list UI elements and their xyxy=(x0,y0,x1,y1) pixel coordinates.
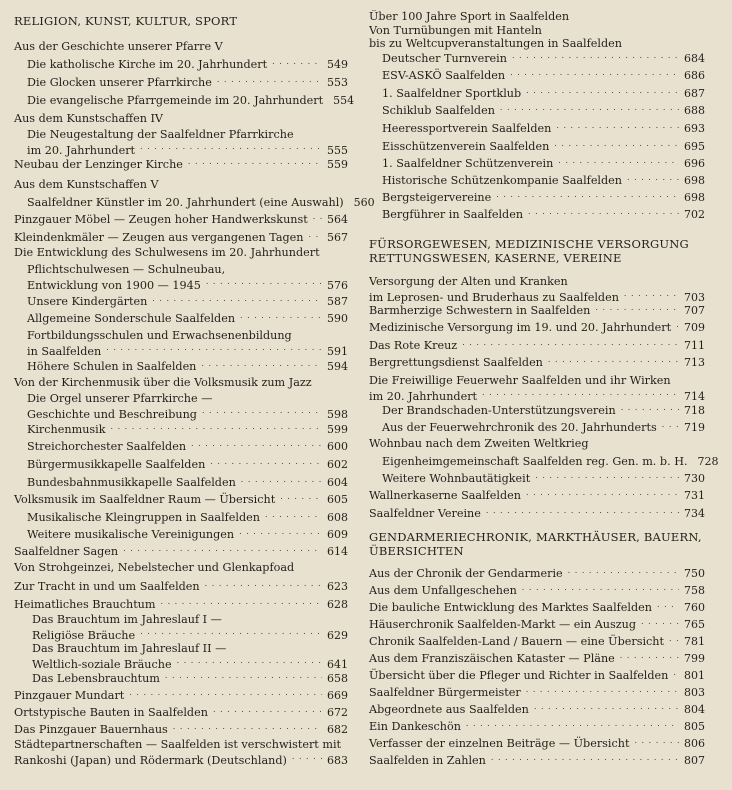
dot-leader xyxy=(217,74,322,86)
toc-entry-title-line: Aus der Feuerwehrchronik des 20. Jahrhunderts xyxy=(382,421,657,434)
toc-entry-title-line: in Saalfelden xyxy=(27,344,102,358)
toc-entry xyxy=(369,437,705,451)
dot-leader xyxy=(676,319,679,331)
dot-leader xyxy=(313,211,322,223)
page-number: 576 xyxy=(327,278,348,292)
dot-leader xyxy=(466,718,679,730)
dot-leader xyxy=(669,633,679,645)
page-number: 629 xyxy=(327,628,348,642)
page-number: 608 xyxy=(327,511,348,524)
page-number: 604 xyxy=(327,476,348,489)
toc-entry xyxy=(369,354,705,370)
toc-entry xyxy=(369,735,705,751)
toc-entry-title-line: Die Glocken unserer Pfarrkirche xyxy=(27,76,212,89)
page-number: 698 xyxy=(684,191,705,204)
toc-entry-title-line: Neubau der Lenzinger Kirche xyxy=(14,158,183,171)
toc-entry-title-line: Bürgermusikkapelle Saalfelden xyxy=(27,458,206,471)
toc-entry-title-line: Deutscher Turnverein xyxy=(382,52,507,65)
toc-entry xyxy=(14,491,348,507)
page-number: 623 xyxy=(327,580,348,593)
toc-entry-title-line: Wohnbau nach dem Zweiten Weltkrieg xyxy=(369,437,589,450)
dot-leader xyxy=(673,667,679,679)
page-number: 728 xyxy=(697,455,719,468)
page-number: 609 xyxy=(327,528,348,541)
dot-leader xyxy=(205,578,322,590)
dot-leader xyxy=(210,456,322,468)
page-number: 554 xyxy=(333,94,355,107)
page-number: 698 xyxy=(684,174,705,187)
toc-entry xyxy=(369,206,705,222)
toc-entry xyxy=(369,85,705,101)
toc-entry-title-line: Die Orgel unserer Pfarrkirche — xyxy=(27,392,213,405)
dot-leader xyxy=(280,491,322,503)
toc-entry xyxy=(14,112,348,126)
sport-intro-text-line: bis zu Weltcupveranstaltungen in Saalfelden xyxy=(369,37,622,50)
toc-entry xyxy=(14,211,348,227)
sport-intro-text-line: Über 100 Jahre Sport in Saalfelden xyxy=(369,10,570,23)
page-number: 658 xyxy=(327,672,348,685)
heading-gendarmerie-text-line: GENDARMERIECHRONIK, MARKTHÄUSER, BAUERN, xyxy=(369,530,702,544)
dot-leader xyxy=(161,596,323,608)
toc-entry xyxy=(369,172,705,188)
toc-entry-title-line: Die Freiwillige Feuerwehr Saalfelden und ihr Wirken xyxy=(369,374,671,387)
dot-leader xyxy=(510,67,679,79)
sport-intro-text-line: Von Turnübungen mit Hanteln xyxy=(369,23,542,37)
dot-leader xyxy=(201,358,322,370)
page-number: 758 xyxy=(684,584,705,597)
heading-gendarmerie-text-line: ÜBERSICHTEN xyxy=(369,544,464,558)
toc-entry xyxy=(369,453,719,469)
toc-entry xyxy=(369,470,705,486)
dot-leader xyxy=(123,543,322,555)
page-number: 805 xyxy=(684,720,705,733)
dot-leader xyxy=(165,670,322,682)
dot-leader xyxy=(272,56,322,68)
dot-leader xyxy=(152,293,322,305)
toc-entry-title-line: Medizinische Versorgung im 19. und 20. Jahrhundert xyxy=(369,321,672,334)
page-number: 614 xyxy=(327,545,348,558)
toc-entry-title-line: Aus dem Kunstschaffen V xyxy=(14,178,159,191)
dot-leader xyxy=(129,687,322,699)
dot-leader xyxy=(526,85,679,97)
toc-entry xyxy=(369,616,705,632)
toc-entry-title-line: Rankoshi (Japan) und Rödermark (Deutschland) xyxy=(14,753,287,767)
toc-entry-title-line: Pflichtschulwesen — Schulneubau, xyxy=(27,263,226,276)
sport-intro-text xyxy=(369,10,705,51)
toc-entry-title-line: Häuserchronik Saalfelden-Markt — ein Auszug xyxy=(369,618,636,631)
toc-entry xyxy=(14,293,348,309)
toc-entry xyxy=(369,50,705,66)
toc-entry-title-line: Versorgung der Alten und Kranken xyxy=(369,275,568,288)
page-number: 555 xyxy=(327,143,348,157)
dot-leader xyxy=(177,656,322,668)
toc-entry xyxy=(14,40,348,54)
toc-entry-title-line: Saalfeldner Bürgermeister xyxy=(369,686,521,699)
toc-entry xyxy=(369,319,705,335)
page-number: 760 xyxy=(684,601,705,614)
dot-leader xyxy=(620,650,679,662)
dot-leader xyxy=(191,438,322,450)
toc-entry-title-line: Religiöse Bräuche xyxy=(32,628,136,642)
toc-entry xyxy=(14,704,348,720)
dot-leader xyxy=(627,172,679,184)
page-number: 807 xyxy=(684,754,705,767)
toc-entry-title-line: Weitere Wohnbautätigkeit xyxy=(382,472,531,485)
page-number: 750 xyxy=(684,567,705,580)
toc-entry xyxy=(369,138,705,154)
dot-leader xyxy=(240,310,322,322)
toc-entry xyxy=(369,67,705,83)
toc-entry xyxy=(14,596,348,612)
toc-entry xyxy=(14,561,348,575)
dot-leader xyxy=(496,189,679,201)
page-number: 560 xyxy=(353,196,375,209)
page-number: 599 xyxy=(327,423,348,436)
toc-entry xyxy=(369,337,705,353)
dot-leader xyxy=(528,206,679,218)
page-number: 553 xyxy=(327,76,348,89)
toc-entry-title-line: Das Lebensbrauchtum xyxy=(32,672,160,685)
toc-entry-title-line: Heimatliches Brauchtum xyxy=(14,598,156,611)
toc-entry xyxy=(14,721,348,737)
toc-entry-title-line: Das Brauchtum im Jahreslauf II — xyxy=(32,642,227,655)
page-number: 628 xyxy=(327,598,348,611)
dot-leader xyxy=(140,627,322,639)
dot-leader xyxy=(595,302,679,314)
toc-entry xyxy=(369,402,705,418)
dot-leader xyxy=(462,337,679,349)
toc-entry-title-line: Bergsteigervereine xyxy=(382,191,492,204)
toc-entry xyxy=(14,156,348,172)
page-number: 707 xyxy=(684,304,705,317)
toc-entry-title-line: im 20. Jahrhundert xyxy=(27,143,136,157)
page-number: 702 xyxy=(684,208,705,221)
page-number: 598 xyxy=(327,407,348,421)
toc-entry-title-line: 1. Saalfeldner Schützenverein xyxy=(382,157,554,170)
toc-entry xyxy=(369,487,705,503)
page-number: 549 xyxy=(327,58,348,71)
page-number: 781 xyxy=(684,635,705,648)
toc-entry-title-line: Barmherzige Schwestern in Saalfelden xyxy=(369,304,591,317)
page-number: 703 xyxy=(684,290,705,304)
toc-entry-title-line: Aus der Chronik der Gendarmerie xyxy=(369,567,563,580)
dot-leader xyxy=(500,102,679,114)
page-number: 696 xyxy=(684,157,705,170)
toc-entry xyxy=(14,329,348,358)
dot-leader xyxy=(548,354,679,366)
toc-entry xyxy=(369,302,705,318)
page-number: 765 xyxy=(684,618,705,631)
toc-entry xyxy=(14,178,348,192)
toc-entry-title-line: Die bauliche Entwicklung des Marktes Saalfelden xyxy=(369,601,652,614)
dot-leader xyxy=(657,599,679,611)
page-number: 688 xyxy=(684,104,705,117)
dot-leader xyxy=(512,50,679,62)
dot-leader xyxy=(558,155,679,167)
page-number: 672 xyxy=(327,706,348,719)
page-number: 731 xyxy=(684,489,705,502)
toc-entry-title-line: Musikalische Kleingruppen in Saalfelden xyxy=(27,511,260,524)
page-number: 600 xyxy=(327,440,348,453)
dot-leader xyxy=(482,388,679,400)
toc-entry xyxy=(14,263,348,292)
toc-entry xyxy=(14,392,348,421)
toc-entry-title-line: Höhere Schulen in Saalfelden xyxy=(27,360,197,373)
toc-entry-title-line: Fortbildungsschulen und Erwachsenenbildung xyxy=(27,329,292,342)
toc-entry xyxy=(369,120,705,136)
toc-entry-title-line: Pinzgauer Möbel — Zeugen hoher Handwerkskunst xyxy=(14,213,308,226)
toc-entry-title-line: Die Neugestaltung der Saalfeldner Pfarrkirche xyxy=(27,128,294,141)
toc-entry-title-line: Geschichte und Beschreibung xyxy=(27,407,197,421)
dot-leader xyxy=(526,684,679,696)
toc-entry-title-line: Heeressportverein Saalfelden xyxy=(382,122,552,135)
toc-entry-title-line: Saalfeldner Künstler im 20. Jahrhundert (eine Auswahl) xyxy=(27,196,344,209)
toc-entry-title-line: Schiklub Saalfelden xyxy=(382,104,495,117)
toc-entry xyxy=(369,701,705,717)
page-number: 804 xyxy=(684,703,705,716)
toc-entry-title-line: Aus dem Franziszäischen Kataster — Pläne xyxy=(369,652,615,665)
toc-entry-title-line: Unsere Kindergärten xyxy=(27,295,148,308)
toc-entry-title-line: Die evangelische Pfarrgemeinde im 20. Jahrhundert xyxy=(27,94,324,107)
toc-entry xyxy=(369,582,705,598)
toc-entry xyxy=(369,505,705,521)
page-number: 806 xyxy=(684,737,705,750)
heading-fuersorge-text-line: FÜRSORGEWESEN, MEDIZINISCHE VERSORGUNG xyxy=(369,237,689,251)
dot-leader xyxy=(213,704,322,716)
page-number: 713 xyxy=(684,356,705,369)
toc-entry xyxy=(369,633,705,649)
dot-leader xyxy=(106,343,322,355)
toc-entry xyxy=(14,456,348,472)
dot-leader xyxy=(526,487,679,499)
toc-entry-title-line: Kirchenmusik xyxy=(27,423,106,436)
page-number: 684 xyxy=(684,52,705,65)
dot-leader xyxy=(206,277,322,289)
heading-fuersorge-text-line: RETTUNGSWESEN, KASERNE, VEREINE xyxy=(369,251,622,265)
page-number: 669 xyxy=(327,689,348,702)
page-number: 687 xyxy=(684,87,705,100)
dot-leader xyxy=(522,582,679,594)
page-number: 695 xyxy=(684,140,705,153)
toc-entry xyxy=(369,189,705,205)
toc-entry-title-line: Saalfeldner Vereine xyxy=(369,507,481,520)
dot-leader xyxy=(173,721,322,733)
toc-entry-title-line: Bundesbahnmusikkapelle Saalfelden xyxy=(27,476,236,489)
toc-entry xyxy=(14,310,348,326)
toc-entry-title-line: Übersicht über die Pfleger und Richter in Saalfelden xyxy=(369,669,669,682)
toc-entry-title-line: Eisschützenverein Saalfelden xyxy=(382,140,550,153)
toc-entry xyxy=(369,718,705,734)
page-number: 711 xyxy=(684,339,705,352)
toc-entry-title-line: Zur Tracht in und um Saalfelden xyxy=(14,580,200,593)
toc-entry xyxy=(14,74,348,90)
toc-entry-title-line: Die katholische Kirche im 20. Jahrhundert xyxy=(27,58,268,71)
toc-entry-title-line: Weltlich-soziale Bräuche xyxy=(32,657,172,671)
dot-leader xyxy=(624,289,679,301)
page-number: 683 xyxy=(327,753,348,767)
toc-entry-title-line: Historische Schützenkompanie Saalfelden xyxy=(382,174,623,187)
page-number: 605 xyxy=(327,493,348,506)
dot-leader xyxy=(486,505,679,517)
dot-leader xyxy=(265,509,322,521)
toc-entry-title-line: Aus der Geschichte unserer Pfarre V xyxy=(14,40,223,53)
toc-entry-title-line: Entwicklung von 1900 — 1945 xyxy=(27,278,201,292)
dot-leader xyxy=(535,470,679,482)
page-number: 803 xyxy=(684,686,705,699)
dot-leader xyxy=(188,156,322,168)
toc-entry-title-line: Allgemeine Sonderschule Saalfelden xyxy=(27,312,236,325)
toc-entry-title-line: Das Brauchtum im Jahreslauf I — xyxy=(32,613,222,626)
toc-entry xyxy=(369,155,705,171)
toc-entry xyxy=(14,92,355,108)
dot-leader xyxy=(239,526,322,538)
toc-entry xyxy=(14,438,348,454)
toc-entry-title-line: Eigenheimgemeinschaft Saalfelden reg. Gen. m. b. H. xyxy=(382,455,688,468)
page-number: 594 xyxy=(327,360,348,373)
toc-entry xyxy=(14,543,348,559)
dot-leader xyxy=(140,142,322,154)
toc-entry-title-line: Weitere musikalische Vereinigungen xyxy=(27,528,235,541)
toc-entry-title-line: Das Pinzgauer Bauernhaus xyxy=(14,723,168,736)
toc-entry-title-line: Bergrettungsdienst Saalfelden xyxy=(369,356,543,369)
toc-entry-title-line: Von Strohgeinzei, Nebelstecher und Glenkapfoad xyxy=(14,561,295,574)
heading-fuersorge-text xyxy=(369,237,705,265)
page-number: 602 xyxy=(327,458,348,471)
toc-entry-title-line: Aus dem Kunstschaffen IV xyxy=(14,112,163,125)
toc-entry xyxy=(14,474,348,490)
toc-entry-title-line: Abgeordnete aus Saalfelden xyxy=(369,703,529,716)
toc-entry-title-line: Ortstypische Bauten in Saalfelden xyxy=(14,706,208,719)
toc-entry-title-line: Bergführer in Saalfelden xyxy=(382,208,524,221)
dot-leader xyxy=(241,474,322,486)
toc-entry-title-line: Verfasser der einzelnen Beiträge — Übersicht xyxy=(369,737,630,750)
toc-entry xyxy=(14,376,348,390)
page-number: 590 xyxy=(327,312,348,325)
page-number: 559 xyxy=(327,158,348,171)
toc-entry xyxy=(14,613,348,642)
toc-entry-title-line: 1. Saalfeldner Sportklub xyxy=(382,87,522,100)
dot-leader xyxy=(202,406,322,418)
toc-entry xyxy=(369,599,705,615)
toc-entry xyxy=(14,56,348,72)
toc-entry-title-line: Chronik Saalfelden-Land / Bauern — eine Übersicht xyxy=(369,635,664,648)
dot-leader xyxy=(641,616,679,628)
toc-entry xyxy=(369,684,705,700)
page-number: 567 xyxy=(327,231,348,244)
toc-entry-title-line: Pinzgauer Mundart xyxy=(14,689,125,702)
page-number: 799 xyxy=(684,652,705,665)
dot-leader xyxy=(634,735,679,747)
page-number: 801 xyxy=(684,669,705,682)
toc-entry-title-line: Wallnerkaserne Saalfelden xyxy=(369,489,521,502)
dot-leader xyxy=(662,419,679,431)
dot-leader xyxy=(491,752,679,764)
toc-entry-title-line: Aus dem Unfallgeschehen xyxy=(369,584,517,597)
page-number: 718 xyxy=(684,404,705,417)
toc-entry-title-line: Der Brandschaden-Unterstützungsverein xyxy=(382,404,616,417)
toc-entry-title-line: Städtepartnerschaften — Saalfelden ist verschwistert mit xyxy=(14,738,342,751)
page-number: 709 xyxy=(684,321,705,334)
page-number: 719 xyxy=(684,421,705,434)
toc-entry xyxy=(14,229,348,245)
toc-entry-title-line: im Leprosen- und Bruderhaus zu Saalfelden xyxy=(369,290,619,304)
toc-entry-title-line: Die Entwicklung des Schulwesens im 20. Jahrhundert xyxy=(14,246,320,259)
page-number: 730 xyxy=(684,472,705,485)
toc-entry-title-line: Ein Dankeschön xyxy=(369,720,461,733)
toc-entry xyxy=(14,194,375,210)
dot-leader xyxy=(621,402,679,414)
toc-entry xyxy=(14,421,348,437)
toc-entry xyxy=(14,642,348,671)
toc-entry xyxy=(369,102,705,118)
toc-entry xyxy=(14,509,348,525)
toc-entry-title-line: Von der Kirchenmusik über die Volksmusik zum Jazz xyxy=(14,376,312,389)
page-number: 686 xyxy=(684,69,705,82)
toc-entry-title-line: Streichorchester Saalfelden xyxy=(27,440,187,453)
toc-entry-title-line: Saalfelden in Zahlen xyxy=(369,754,486,767)
toc-entry xyxy=(14,687,348,703)
page-number: 564 xyxy=(327,213,348,226)
toc-entry-title-line: Kleindenkmäler — Zeugen aus vergangenen Tagen xyxy=(14,231,304,244)
toc-entry xyxy=(14,670,348,686)
toc-entry-title-line: Das Rote Kreuz xyxy=(369,339,458,352)
dot-leader xyxy=(111,421,323,433)
toc-entry xyxy=(14,578,348,594)
section-heading-religion: RELIGION, KUNST, KULTUR, SPORT xyxy=(14,14,238,28)
dot-leader xyxy=(568,565,679,577)
toc-entry xyxy=(14,526,348,542)
dot-leader xyxy=(309,229,323,241)
toc-entry xyxy=(369,374,705,403)
toc-entry xyxy=(369,565,705,581)
heading-gendarmerie-text xyxy=(369,530,705,558)
page-number: 693 xyxy=(684,122,705,135)
page-number: 641 xyxy=(327,657,348,671)
toc-entry xyxy=(14,128,348,157)
toc-entry xyxy=(369,667,705,683)
toc-entry xyxy=(369,752,705,768)
page-number: 682 xyxy=(327,723,348,736)
dot-leader xyxy=(556,120,679,132)
toc-entry-title-line: ESV-ASKÖ Saalfelden xyxy=(382,69,506,82)
dot-leader xyxy=(554,138,679,150)
toc-entry-title-line: Saalfeldner Sagen xyxy=(14,545,119,558)
toc-entry xyxy=(369,419,705,435)
page-number: 714 xyxy=(684,389,705,403)
toc-entry xyxy=(14,246,348,260)
toc-entry xyxy=(369,275,705,304)
toc-entry xyxy=(14,738,348,767)
page-number: 734 xyxy=(684,507,705,520)
dot-leader xyxy=(534,701,679,713)
toc-entry xyxy=(14,358,348,374)
page-number: 587 xyxy=(327,295,348,308)
page-number: 591 xyxy=(327,344,348,358)
toc-entry xyxy=(369,650,705,666)
toc-entry-title-line: Volksmusik im Saalfeldner Raum — Übersicht xyxy=(14,493,276,506)
dot-leader xyxy=(292,752,322,764)
toc-entry-title-line: im 20. Jahrhundert xyxy=(369,389,478,403)
